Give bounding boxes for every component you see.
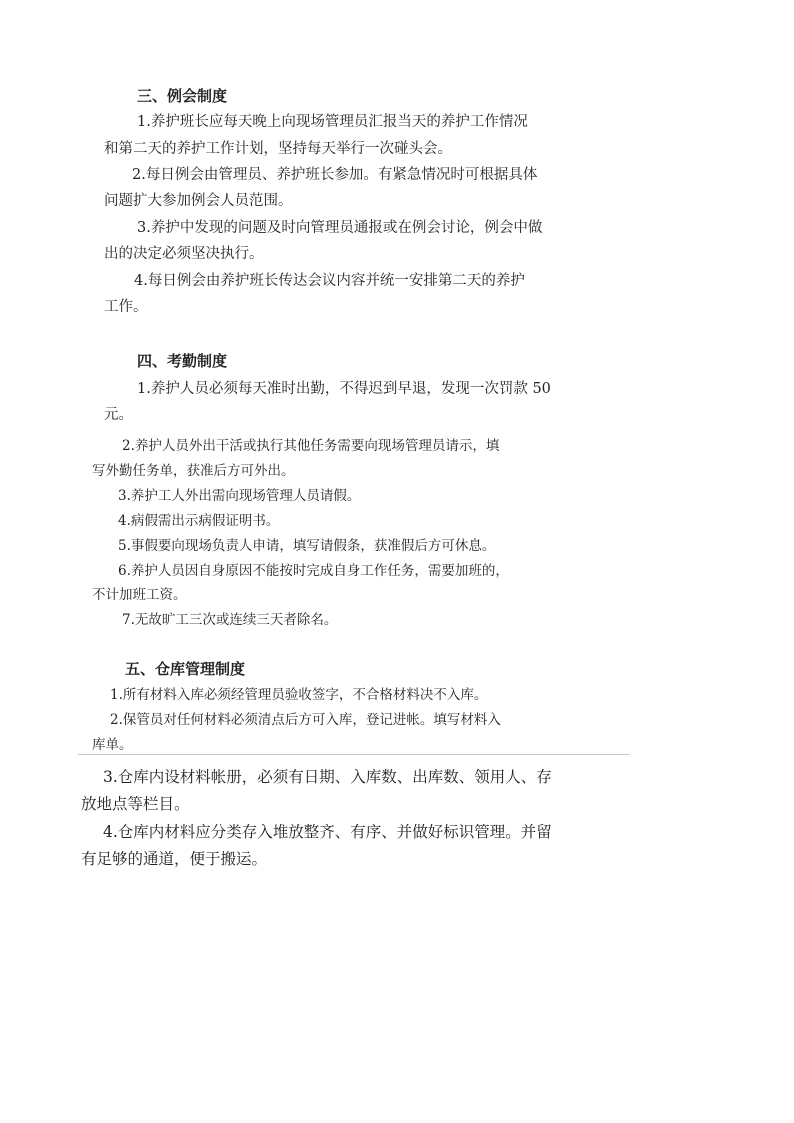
- attendance-item-2-line-1: 2.养护人员外出干活或执行其他任务需要向现场管理员请示，填: [122, 438, 500, 454]
- meeting-item-2-line-2: 问题扩大参加例会人员范围。: [104, 193, 293, 209]
- meeting-item-2-line-1: 2.每日例会由管理员、养护班长参加。有紧急情况时可根据具体: [132, 167, 538, 183]
- meeting-item-3-line-2: 出的决定必须坚决执行。: [104, 246, 264, 262]
- warehouse-item-3-line-1: 3.仓库内设材料帐册，必须有日期、入库数、出库数、领用人、存: [103, 768, 552, 786]
- meeting-item-3-line-1: 3.养护中发现的问题及时向管理员通报或在例会讨论，例会中做: [137, 220, 543, 236]
- attendance-item-1-line-2: 元。: [104, 407, 133, 423]
- attendance-item-5: 5.事假要向现场负责人申请，填写请假条，获准假后方可休息。: [118, 538, 496, 554]
- attendance-item-1-line-1: 1.养护人员必须每天准时出勤，不得迟到早退，发现一次罚款 50: [137, 381, 551, 397]
- section-heading-attendance: 四、考勤制度: [137, 352, 228, 370]
- warehouse-item-3-line-2: 放地点等栏目。: [81, 795, 190, 813]
- section-heading-warehouse: 五、仓库管理制度: [125, 660, 246, 678]
- page-divider: [78, 754, 630, 755]
- warehouse-item-4-line-2: 有足够的通道，便于搬运。: [81, 850, 268, 868]
- warehouse-item-4-line-1: 4.仓库内材料应分类存入堆放整齐、有序、并做好标识管理。并留: [103, 823, 552, 841]
- warehouse-item-2-line-2: 库单。: [92, 737, 133, 753]
- attendance-item-7: 7.无故旷工三次或连续三天者除名。: [122, 612, 338, 628]
- attendance-item-4: 4.病假需出示病假证明书。: [118, 513, 280, 529]
- attendance-item-6-line-2: 不计加班工资。: [92, 587, 187, 603]
- meeting-item-4-line-1: 4.每日例会由养护班长传达会议内容并统一安排第二天的养护: [134, 273, 525, 289]
- warehouse-item-2-line-1: 2.保管员对任何材料必须清点后方可入库，登记进帐。填写材料入: [110, 712, 501, 728]
- meeting-item-1-line-2: 和第二天的养护工作计划，坚持每天举行一次碰头会。: [104, 141, 452, 157]
- attendance-item-3: 3.养护工人外出需向现场管理人员请假。: [118, 488, 361, 504]
- section-heading-meetings: 三、例会制度: [137, 87, 228, 105]
- warehouse-item-1: 1.所有材料入库必须经管理员验收签字，不合格材料决不入库。: [110, 687, 488, 703]
- meeting-item-4-line-2: 工作。: [104, 299, 148, 315]
- attendance-item-6-line-1: 6.养护人员因自身原因不能按时完成自身工作任务，需要加班的，: [118, 563, 509, 579]
- meeting-item-1-line-1: 1.养护班长应每天晚上向现场管理员汇报当天的养护工作情况: [137, 114, 528, 130]
- attendance-item-2-line-2: 写外勤任务单，获准后方可外出。: [92, 463, 295, 479]
